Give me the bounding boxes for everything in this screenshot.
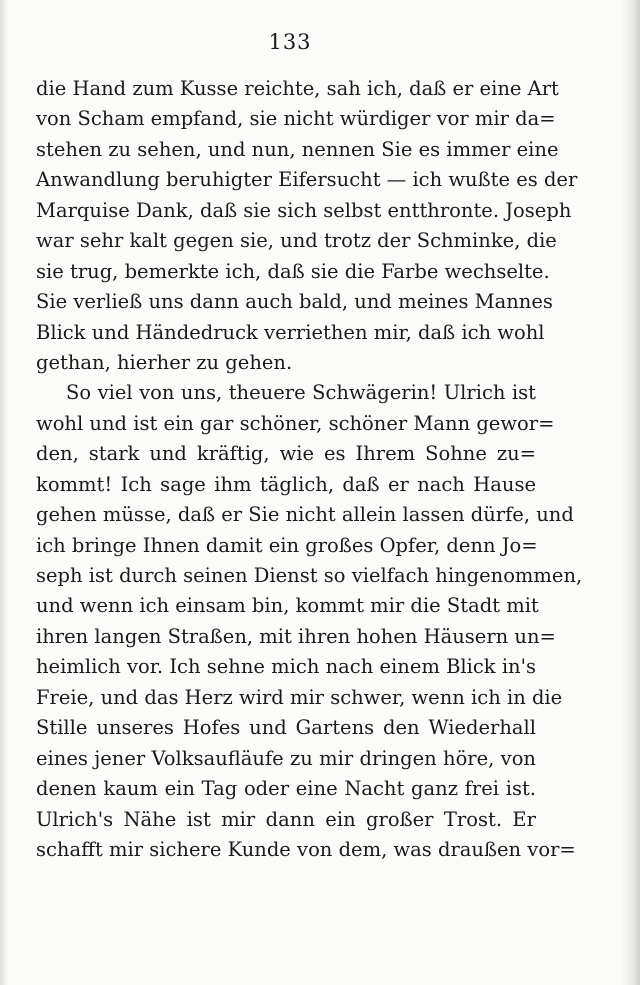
text-line: Blick und Händedruck verriethen mir, daß ich wohl [36,320,545,344]
text-line: Anwandlung beruhigter Eifersucht — ich wußte es der [36,168,578,192]
page-right-edge [622,0,640,985]
text-line: stehen zu sehen, und nun, nennen Sie es immer eine [36,137,559,161]
text-line: heimlich vor. Ich sehne mich nach einem Blick in's [36,655,536,679]
text-line: und wenn ich einsam bin, kommt mir die Stadt mit [36,594,539,618]
page-number: 133 [268,30,312,54]
text-line: Freie, und das Herz wird mir schwer, wenn ich in die [36,685,563,709]
text-line: sie trug, bemerkte ich, daß sie die Farbe wechselte. [36,259,550,283]
text-line: war sehr kalt gegen sie, und trotz der Schminke, die [36,229,557,253]
text-line: Sie verließ uns dann auch bald, und meines Mannes [36,290,553,314]
text-line: Marquise Dank, daß sie sich selbst entthronte. Joseph [36,198,572,222]
text-line: den, stark und kräftig, wie es Ihrem Sohne zu= [36,442,536,466]
text-line: Stille unseres Hofes und Gartens den Wiederhall [36,716,536,740]
text-line: wohl und ist ein gar schöner, schöner Mann gewor= [36,411,555,435]
text-line: gehen müsse, daß er Sie nicht allein lassen dürfe, und [36,503,574,527]
text-line: seph ist durch seinen Dienst so vielfach hingenommen, [36,564,583,587]
text-line: Ulrich's Nähe ist mir dann ein großer Trost. Er [36,807,536,831]
text-line: die Hand zum Kusse reichte, sah ich, daß er eine Art [36,77,559,100]
text-line: kommt! Ich sage ihm täglich, daß er nach Hause [36,472,536,496]
text-line: ich bringe Ihnen damit ein großes Opfer, denn Jo= [36,533,538,557]
text-line: ihren langen Straßen, mit ihren hohen Häusern un= [36,624,556,648]
page-left-edge [0,0,8,985]
text-line: denen kaum ein Tag oder eine Nacht ganz frei ist. [36,777,536,801]
text-line: gethan, hierher zu gehen. [36,350,293,374]
body-text [36,74,583,865]
text-line: eines jener Volksaufläufe zu mir dringen höre, von [36,746,536,770]
text-line: So viel von uns, theuere Schwägerin! Ulrich ist [66,381,536,405]
text-line: von Scham empfand, sie nicht würdiger vor mir da= [36,107,556,131]
text-line: schafft mir sichere Kunde von dem, was draußen vor= [36,837,576,861]
